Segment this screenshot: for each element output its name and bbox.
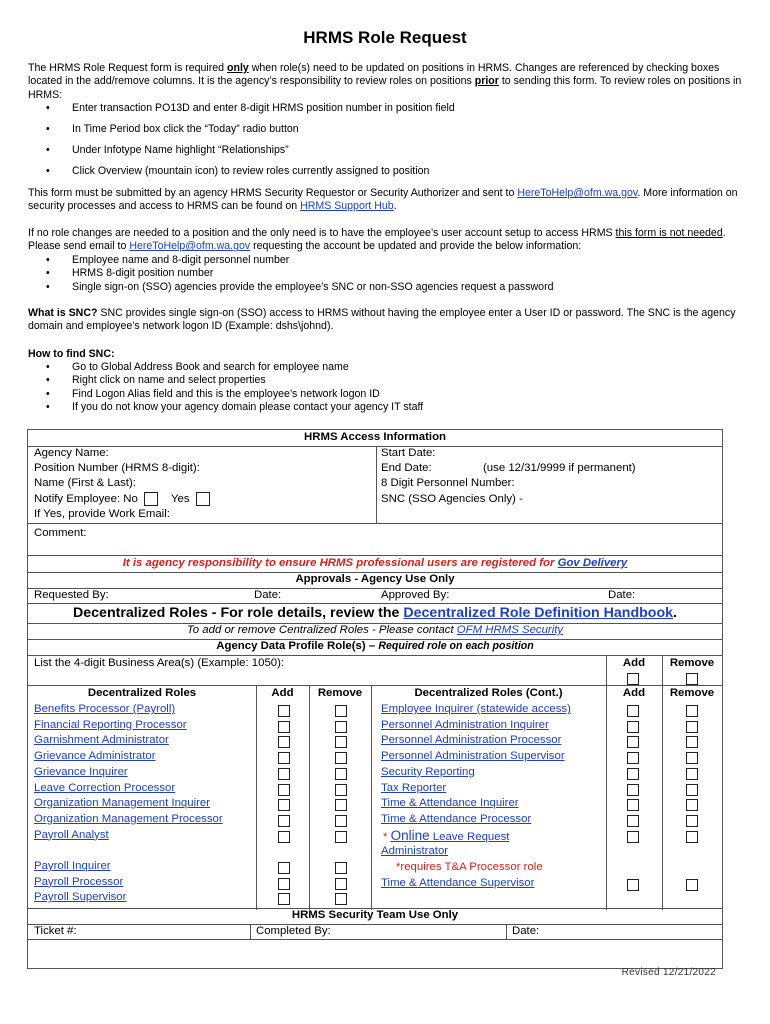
left-role-4-add-checkbox[interactable] [278,752,290,764]
intro-only: only [227,62,249,74]
access-form-table [27,429,723,969]
approved-date-label: Date: [608,589,636,601]
role-left-2[interactable]: Financial Reporting Processor [34,718,187,731]
right-role-1-remove-checkbox[interactable] [686,705,698,717]
left-role-8-add-checkbox[interactable] [278,815,290,827]
right-role-1-add-checkbox[interactable] [627,705,639,717]
col-add-2: Add [622,687,646,699]
profile-header: Agency Data Profile Role(s) – Required role on each position [216,640,534,652]
col-add: Add [271,687,294,699]
business-remove-label: Remove [669,657,715,669]
completed-by-label: Completed By: [256,925,331,937]
agency-name-label: Agency Name: [34,447,109,459]
security-date-label: Date: [512,925,540,937]
list-item: • Under Infotype Name highlight “Relationships” [46,144,289,156]
right-role-3-add-checkbox[interactable] [627,736,639,748]
find-snc-title: How to find SNC: [28,348,115,360]
requested-by-label: Requested By: [34,589,109,601]
role-right-8[interactable]: Time & Attendance Processor [381,812,532,825]
list-item: • In Time Period box click the “Today” radio button [46,123,299,135]
col-remove: Remove [317,687,363,699]
role-left-7[interactable]: Organization Management Inquirer [34,797,211,810]
role-left-4[interactable]: Grievance Administrator [34,750,156,763]
left-role-6-add-checkbox[interactable] [278,784,290,796]
ticket-label: Ticket #: [34,925,77,937]
right-role-8-add-checkbox[interactable] [627,815,639,827]
role-left-6[interactable]: Leave Correction Processor [34,781,176,794]
requested-date-label: Date: [254,589,282,601]
left-role-10-remove-checkbox[interactable] [335,862,347,874]
end-date-label: End Date: [381,462,432,474]
role-right-6[interactable]: Tax Reporter [381,781,447,794]
role-right-3[interactable]: Personnel Administration Processor [381,734,562,747]
business-add-label: Add [622,657,646,669]
right-role-2-remove-checkbox[interactable] [686,721,698,733]
left-role-2-remove-checkbox[interactable] [335,721,347,733]
notify-no-checkbox[interactable] [144,492,158,506]
snc-paragraph: What is SNC? SNC provides single sign-on (SSO) access to HRMS without having the employee enter a User ID or password. The SNC is the agency domain and employee’s network logon ID (Example: dshs\johnd). [28,307,736,333]
left-role-5-add-checkbox[interactable] [278,768,290,780]
security-header: HRMS Security Team Use Only [291,909,459,921]
intro-text-c: to sending this form. To review roles on positions in HRMS: [28,75,742,101]
role-right-1[interactable]: Employee Inquirer (statewide access) [381,703,571,715]
left-role-12-remove-checkbox[interactable] [335,893,347,905]
role-right-7[interactable]: Time & Attendance Inquirer [381,797,519,810]
role-left-1[interactable]: Benefits Processor (Payroll) [34,703,176,715]
list-item: • If you do not know your agency domain please contact your agency IT staff [46,401,424,413]
left-role-7-add-checkbox[interactable] [278,799,290,811]
comment-label: Comment: [34,527,87,539]
list-item: • Find Logon Alias field and this is the employee’s network logon ID [46,388,380,400]
ta-supervisor-remove-checkbox[interactable] [686,879,698,891]
list-item: • Employee name and 8-digit personnel number [46,254,290,266]
left-role-12-add-checkbox[interactable] [278,893,290,905]
col-decentralized-roles: Decentralized Roles [87,687,197,699]
list-item: • Single sign-on (SSO) agencies provide the employee’s SNC or non-SSO agencies request a password [46,281,554,293]
left-role-11-add-checkbox[interactable] [278,878,290,890]
position-number-label: Position Number (HRMS 8-digit): [34,462,200,474]
col-remove-2: Remove [669,687,715,699]
end-date-note: (use 12/31/9999 if permanent) [483,462,636,474]
right-role-7-remove-checkbox[interactable] [686,799,698,811]
left-role-10-add-checkbox[interactable] [278,862,290,874]
left-role-3-add-checkbox[interactable] [278,736,290,748]
role-left-8[interactable]: Organization Management Processor [34,812,223,825]
decentralized-heading: Decentralized Roles - For role details, review the Decentralized Role Definition Handbook. [73,605,677,621]
gov-delivery-link[interactable]: Gov Delivery [557,557,628,569]
email-link[interactable]: HereToHelp@ofm.wa.gov [517,187,638,199]
right-role-5-remove-checkbox[interactable] [686,768,698,780]
business-remove-checkbox[interactable] [686,673,698,685]
gov-delivery-note: It is agency responsibility to ensure HRMS professional users are registered for Gov Delivery [122,557,628,569]
left-role-5-remove-checkbox[interactable] [335,768,347,780]
left-role-3-remove-checkbox[interactable] [335,736,347,748]
online-leave-remove-checkbox[interactable] [686,831,698,843]
business-area-label: List the 4-digit Business Area(s) (Example: 1050): [34,657,285,669]
right-role-7-add-checkbox[interactable] [627,799,639,811]
notify-yes-checkbox[interactable] [196,492,210,506]
handbook-link[interactable]: Decentralized Role Definition Handbook [403,605,673,621]
role-right-2[interactable]: Personnel Administration Inquirer [381,718,549,731]
email-link-2[interactable]: HereToHelp@ofm.wa.gov [129,240,251,253]
role-left-5[interactable]: Grievance Inquirer [34,765,128,778]
page-title: HRMS Role Request [303,28,467,47]
role-left-9[interactable]: Payroll Analyst [34,828,109,841]
left-role-11-remove-checkbox[interactable] [335,878,347,890]
intro-text-b: when role(s) need to be updated on positions in HRMS. Changes are referenced by checking boxes located in the add/remove columns. It is the agency’s responsibility to review roles on positions [28,62,720,88]
left-role-6-remove-checkbox[interactable] [335,784,347,796]
right-role-2-add-checkbox[interactable] [627,721,639,733]
online-leave-request-line2[interactable]: Administrator [381,845,449,857]
no-changes-paragraph: If no role changes are needed to a position and the only need is to have the employee’s user account setup to access HRMS this form is not needed. Please send email to HereToHelp@ofm.wa.gov requesting the account be updated and provide the below information: [28,227,726,253]
start-date-label: Start Date: [381,447,436,459]
list-item: • HRMS 8-digit position number [46,267,214,279]
online-leave-add-checkbox[interactable] [627,831,639,843]
list-item: • Right click on name and select properties [46,374,266,386]
role-right-5[interactable]: Security Reporting [381,765,475,778]
submission-paragraph: This form must be submitted by an agency HRMS Security Requestor or Security Authorizer and sent to HereToHelp@ofm.wa.gov. More information on security processes and access to HRMS can be found on HRMS Support Hub. [28,187,738,213]
role-right-4[interactable]: Personnel Administration Supervisor [381,750,565,763]
ta-supervisor-add-checkbox[interactable] [627,879,639,891]
notify-employee: Notify Employee: No Yes [34,492,210,508]
snc-label: SNC (SSO Agencies Only) - [381,493,523,505]
right-role-8-remove-checkbox[interactable] [686,815,698,827]
left-role-1-add-checkbox[interactable] [278,705,290,717]
support-hub-link[interactable]: HRMS Support Hub [300,200,394,213]
right-role-3-remove-checkbox[interactable] [686,736,698,748]
left-role-7-remove-checkbox[interactable] [335,799,347,811]
list-item: • Click Overview (mountain icon) to review roles currently assigned to position [46,165,430,177]
work-email-label: If Yes, provide Work Email: [34,508,170,520]
intro-prior: prior [474,75,499,88]
revised-date: Revised 12/21/2022 [621,967,716,978]
left-role-9-add-checkbox[interactable] [278,831,290,843]
role-left-11[interactable]: Payroll Processor [34,875,124,888]
personnel-number-label: 8 Digit Personnel Number: [381,477,515,489]
employee-name-label: Name (First & Last): [34,477,136,489]
role-left-3[interactable]: Garnishment Administrator [34,734,169,747]
right-role-4-remove-checkbox[interactable] [686,752,698,764]
role-time-attendance-supervisor[interactable]: Time & Attendance Supervisor [381,877,535,889]
approved-by-label: Approved By: [381,589,450,601]
left-role-4-remove-checkbox[interactable] [335,752,347,764]
role-left-10[interactable]: Payroll Inquirer [34,860,111,872]
col-decentralized-roles-cont: Decentralized Roles (Cont.) [414,687,563,699]
right-role-4-add-checkbox[interactable] [627,752,639,764]
ofm-security-link[interactable]: OFM HRMS Security [456,624,564,636]
online-leave-request: * Online Leave Request [383,828,510,843]
business-add-checkbox[interactable] [627,673,639,685]
left-role-1-remove-checkbox[interactable] [335,705,347,717]
left-role-8-remove-checkbox[interactable] [335,815,347,827]
access-header: HRMS Access Information [304,431,446,443]
left-role-9-remove-checkbox[interactable] [335,831,347,843]
right-role-6-add-checkbox[interactable] [627,784,639,796]
approvals-header: Approvals - Agency Use Only [295,573,455,585]
requires-note: *requires T&A Processor role [396,861,543,873]
left-role-2-add-checkbox[interactable] [278,721,290,733]
intro-paragraph [28,62,743,102]
intro-text-a: The HRMS Role Request form is required [28,62,225,74]
role-left-12[interactable]: Payroll Supervisor [34,891,127,904]
list-item: • Enter transaction PO13D and enter 8-digit HRMS position number in position field [46,102,455,114]
right-role-6-remove-checkbox[interactable] [686,784,698,796]
centralized-note: To add or remove Centralized Roles - Please contact OFM HRMS Security [186,624,564,636]
list-item: • Go to Global Address Book and search for employee name [46,361,349,373]
right-role-5-add-checkbox[interactable] [627,768,639,780]
